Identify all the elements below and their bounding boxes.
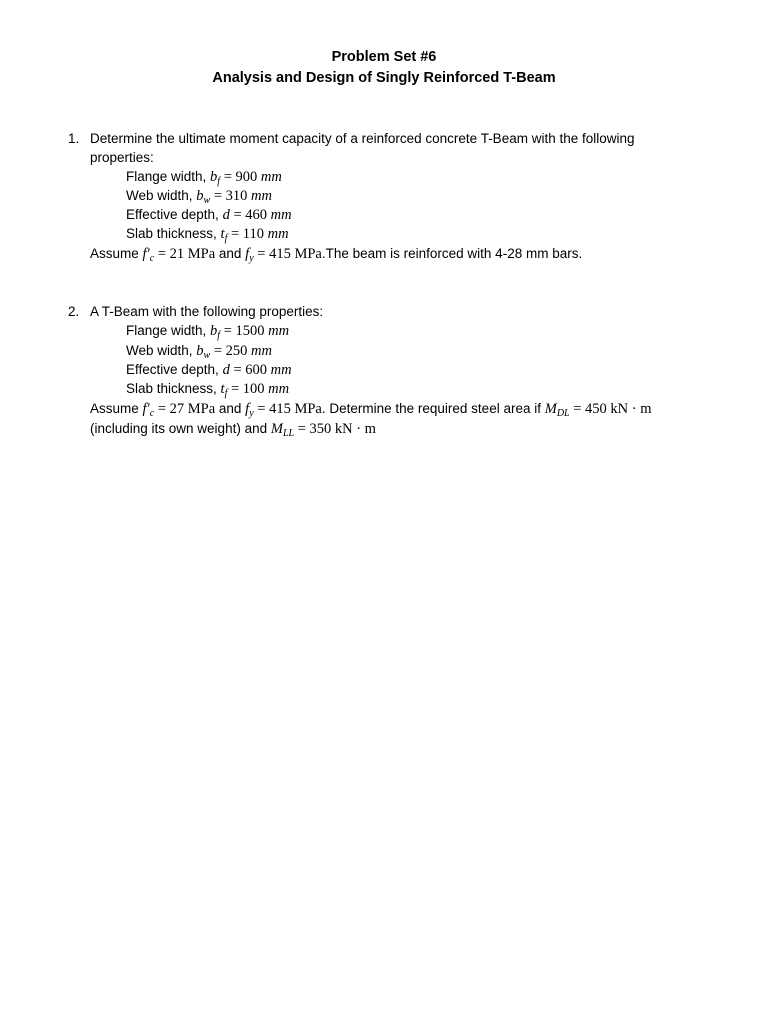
mll-formula: $M_{LL} = 350$ kN · m — [270, 421, 376, 439]
assumption-line: Assume $f'_c = 27$ MPa and $f_y = 415$ MPa. Determine the required steel area if $M_{DL} = 450$ kN · m — [90, 401, 652, 419]
property-formula: d = 460 mm — [222, 207, 292, 223]
problem-2-intro: A T-Beam with the following properties: — [90, 304, 324, 319]
page-subtitle: Analysis and Design of Singly Reinforced T-Beam — [212, 70, 556, 86]
problem-1-intro: Determine the ultimate moment capacity of a reinforced concrete T-Beam with the following — [90, 131, 635, 146]
property-line — [126, 224, 289, 244]
problem-1-intro-cont: properties: — [90, 150, 154, 165]
property-label: Flange width, — [126, 169, 211, 184]
fy-formula: $f_y = 415$ MPa — [245, 401, 322, 419]
mdl-formula: $M_{DL} = 450$ kN · m — [544, 401, 652, 419]
property-label: Slab thickness, — [126, 226, 221, 241]
assumption-line: Assume $f'_c = 21$ MPa and $f_y = 415$ MPa.The beam is reinforced with 4-28 mm bars. — [90, 246, 583, 264]
property-label: Effective depth, — [126, 207, 223, 222]
property-line — [126, 205, 292, 225]
property-line — [126, 186, 272, 206]
property-line — [126, 321, 289, 341]
property-formula: $b_f = 1500$ mm — [210, 323, 290, 341]
property-formula: $b_w = 310$ mm — [196, 188, 272, 206]
fy-formula: $f_y = 415$ MPa — [245, 246, 322, 264]
property-formula: $t_f = 110$ mm — [220, 226, 289, 244]
property-label: Slab thickness, — [126, 381, 221, 396]
fc-formula: $f'_c = 27$ MPa — [142, 401, 216, 419]
property-line — [126, 167, 282, 187]
property-line — [126, 341, 272, 361]
assumption-line-cont: (including its own weight) and $M_{LL} = 350$ kN · m — [90, 421, 376, 439]
property-label: Web width, — [126, 188, 197, 203]
property-formula: d = 600 mm — [222, 362, 292, 378]
property-label: Effective depth, — [126, 362, 223, 377]
property-label: Web width, — [126, 343, 197, 358]
property-formula: $b_w = 250$ mm — [196, 343, 272, 361]
property-line — [126, 360, 292, 380]
problem-2-number: 2. — [68, 304, 80, 319]
problem-1-number: 1. — [68, 131, 80, 146]
property-formula: $b_f = 900$ mm — [210, 169, 282, 187]
property-formula: $t_f = 100$ mm — [220, 381, 290, 399]
page-title: Problem Set #6 — [331, 49, 437, 65]
fc-formula: $f'_c = 21$ MPa — [142, 246, 216, 264]
property-line — [126, 379, 289, 399]
property-label: Flange width, — [126, 323, 211, 338]
